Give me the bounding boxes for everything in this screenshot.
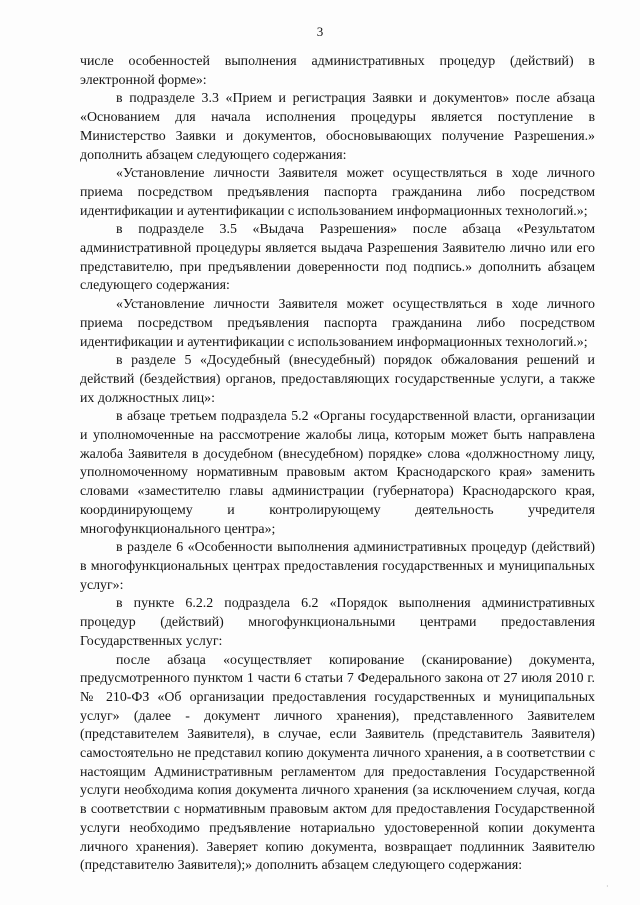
page-number: 3 <box>316 24 324 39</box>
paragraph-9: в пункте 6.2.2 подраздела 6.2 «Порядок выполнения административных процедур (действий) многофункциональными центрами предоставления Государственных услуг: <box>80 596 595 649</box>
scan-artifact: · <box>606 882 609 891</box>
paragraph-6: в разделе 5 «Досудебный (внесудебный) порядок обжалования решений и действий (бездействия) органов, предоставляющих государственные услуги, а также их должностных лиц»: <box>80 353 595 406</box>
paragraph-2: в подразделе 3.3 «Прием и регистрация Заявки и документов» после абзаца «Основанием для начала исполнения процедуры является поступление в Министерство Заявки и документов, обосновывающих получение Разрешения.» дополнить абзацем следующего содержания: <box>80 91 595 163</box>
paragraph-1: числе особенностей выполнения административных процедур (действий) в электронной форме»: <box>80 54 595 88</box>
paragraph-3: «Установление личности Заявителя может осуществляться в ходе личного приема посредством предъявления паспорта гражданина либо посредством идентификации и аутентификации с использованием информационных технологий.»; <box>80 166 595 219</box>
paragraph-5: «Установление личности Заявителя может осуществляться в ходе личного приема посредством предъявления паспорта гражданина либо посредством идентификации и аутентификации с использованием информационных технологий.»; <box>80 297 595 350</box>
paragraph-7: в абзаце третьем подраздела 5.2 «Органы государственной власти, организации и уполномоченные на рассмотрение жалобы лица, которым может быть направлена жалоба Заявителя в досудебном (внесудебном) порядке» слова «должностному лицу, уполномоченному нормативным правовым актом Краснодарского края» заменить словами «заместителю главы администрации (губернатора) Краснодарского края, координирующему и контролирующему деятельность учредителя многофункционального центра»; <box>80 409 595 537</box>
paragraph-8: в разделе 6 «Особенности выполнения административных процедур (действий) в многофункциональных центрах предоставления государственных и муниципальных услуг»: <box>80 540 595 593</box>
paragraph-10: после абзаца «осуществляет копирование (сканирование) документа, предусмотренного пунктом 1 части 6 статьи 7 Федерального закона от 27 июля 2010 г. № 210-ФЗ «Об организации предоставления государственных и муниципальных услуг» (далее - документ личного хранения), представленного Заявителем (представителем Заявителя), в случае, если Заявитель (представитель Заявителя) самостоятельно не представил копию документа личного хранения, а в соответствии с настоящим Административным регламентом для предоставления Государственной услуги необходима копия документа личного хранения (за исключением случая, когда в соответствии с нормативным правовым актом для предоставления Государственной услуги необходимо предъявление нотариально удостоверенной копии документа личного хранения). Заверяет копию документа, возвращает подлинник Заявителю (представителю Заявителя);» дополнить абзацем следующего содержания: <box>80 652 595 874</box>
paragraph-4: в подразделе 3.5 «Выдача Разрешения» после абзаца «Результатом административной процедуры является выдача Разрешения Заявителю лично или его представителю, при предъявлении доверенности под подпись.» дополнить абзацем следующего содержания: <box>80 222 595 294</box>
document-body <box>80 53 595 876</box>
